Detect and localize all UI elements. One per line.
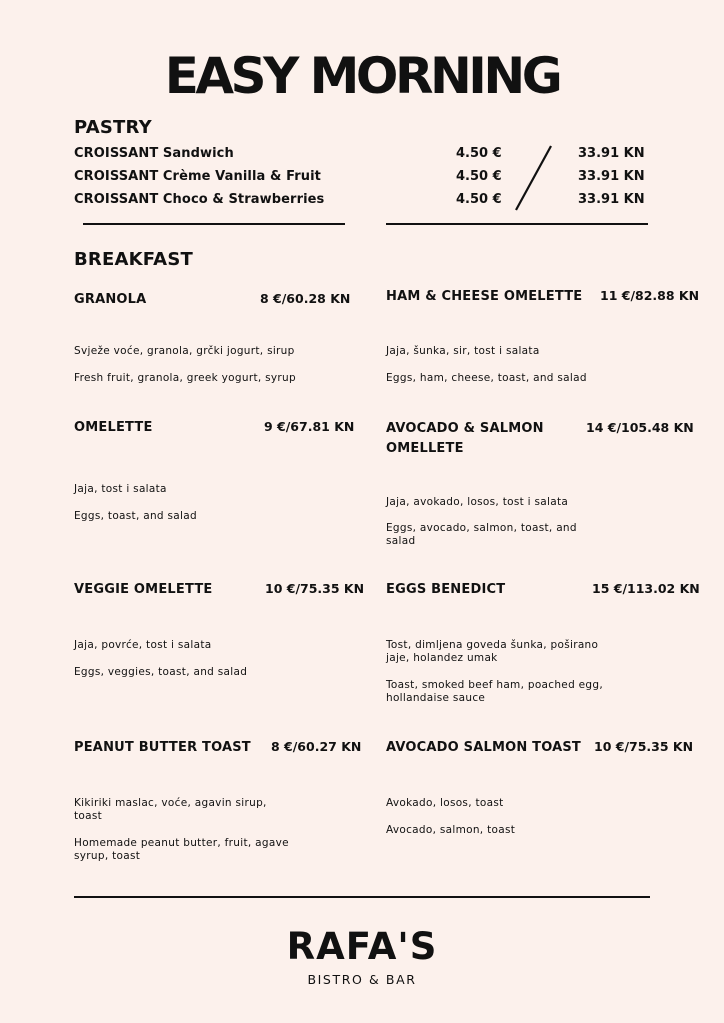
menu-item-desc-hr: Tost, dimljena goveda šunka, poširano jaje, holandez umak [386, 639, 599, 664]
pastry-item-name: CROISSANT Crème Vanilla & Fruit [74, 169, 321, 184]
menu-item-desc-en: Eggs, toast, and salad [74, 510, 197, 522]
pastry-item-name: CROISSANT Choco & Strawberries [74, 192, 325, 207]
menu-item-price: 11 €/82.88 KN [600, 288, 700, 303]
menu-item-name: AVOCADO & SALMON OMELLETE [386, 421, 544, 456]
menu-item-price: 8 €/60.28 KN [260, 291, 351, 306]
menu-item-price: 9 €/67.81 KN [264, 419, 355, 434]
pastry-item-price-kn: 33.91 KN [578, 169, 645, 184]
menu-item-desc-en: Homemade peanut butter, fruit, agave syrup, toast [74, 837, 289, 862]
menu-item-desc-hr: Avokado, losos, toast [386, 797, 504, 809]
menu-item-name: VEGGIE OMELETTE [74, 582, 213, 597]
menu-item-price: 10 €/75.35 KN [594, 739, 694, 754]
menu-item-name: PEANUT BUTTER TOAST [74, 740, 251, 755]
menu-item-desc-en: Eggs, avocado, salmon, toast, and salad [386, 522, 577, 547]
pastry-item-price-eur: 4.50 € [456, 192, 502, 207]
menu-item-desc-en: Toast, smoked beef ham, poached egg, hollandaise sauce [386, 679, 603, 704]
price-slash-divider [510, 144, 555, 212]
pastry-item-price-kn: 33.91 KN [578, 192, 645, 207]
breakfast-heading: BREAKFAST [74, 249, 193, 270]
menu-item-price: 14 €/105.48 KN [586, 420, 694, 435]
menu-item-desc-en: Avocado, salmon, toast [386, 824, 516, 836]
menu-item-name: HAM & CHEESE OMELETTE [386, 289, 583, 304]
menu-item-desc-en: Eggs, ham, cheese, toast, and salad [386, 372, 587, 384]
menu-item-desc-en: Fresh fruit, granola, greek yogurt, syrup [74, 372, 296, 384]
footer-divider [74, 896, 650, 898]
menu-item-desc-hr: Jaja, šunka, sir, tost i salata [386, 345, 540, 357]
menu-item-name: AVOCADO SALMON TOAST [386, 740, 581, 755]
brand-subtitle: BISTRO & BAR [307, 972, 417, 987]
menu-item-price: 15 €/113.02 KN [592, 581, 700, 596]
brand-name: RAFA'S [286, 925, 438, 968]
pastry-item-price-kn: 33.91 KN [578, 146, 645, 161]
menu-item-name: EGGS BENEDICT [386, 582, 506, 597]
pastry-heading: PASTRY [74, 117, 152, 138]
menu-item-name: GRANOLA [74, 292, 147, 307]
pastry-item-price-eur: 4.50 € [456, 169, 502, 184]
menu-item-desc-hr: Svježe voće, granola, grčki jogurt, sirup [74, 345, 295, 357]
pastry-item-price-eur: 4.50 € [456, 146, 502, 161]
menu-item-desc-hr: Jaja, avokado, losos, tost i salata [386, 496, 569, 508]
pastry-item-name: CROISSANT Sandwich [74, 146, 234, 161]
menu-item-desc-hr: Jaja, tost i salata [74, 483, 167, 495]
divider-line [83, 223, 345, 225]
menu-item-desc-en: Eggs, veggies, toast, and salad [74, 666, 248, 678]
menu-item-price: 10 €/75.35 KN [265, 581, 365, 596]
menu-item-name: OMELETTE [74, 420, 153, 435]
menu-item-desc-hr: Kikiriki maslac, voće, agavin sirup, toast [74, 797, 267, 822]
divider-line [386, 223, 648, 225]
menu-title: EASY MORNING [164, 47, 560, 105]
menu-item-price: 8 €/60.27 KN [271, 739, 362, 754]
menu-item-desc-hr: Jaja, povrće, tost i salata [74, 639, 212, 651]
